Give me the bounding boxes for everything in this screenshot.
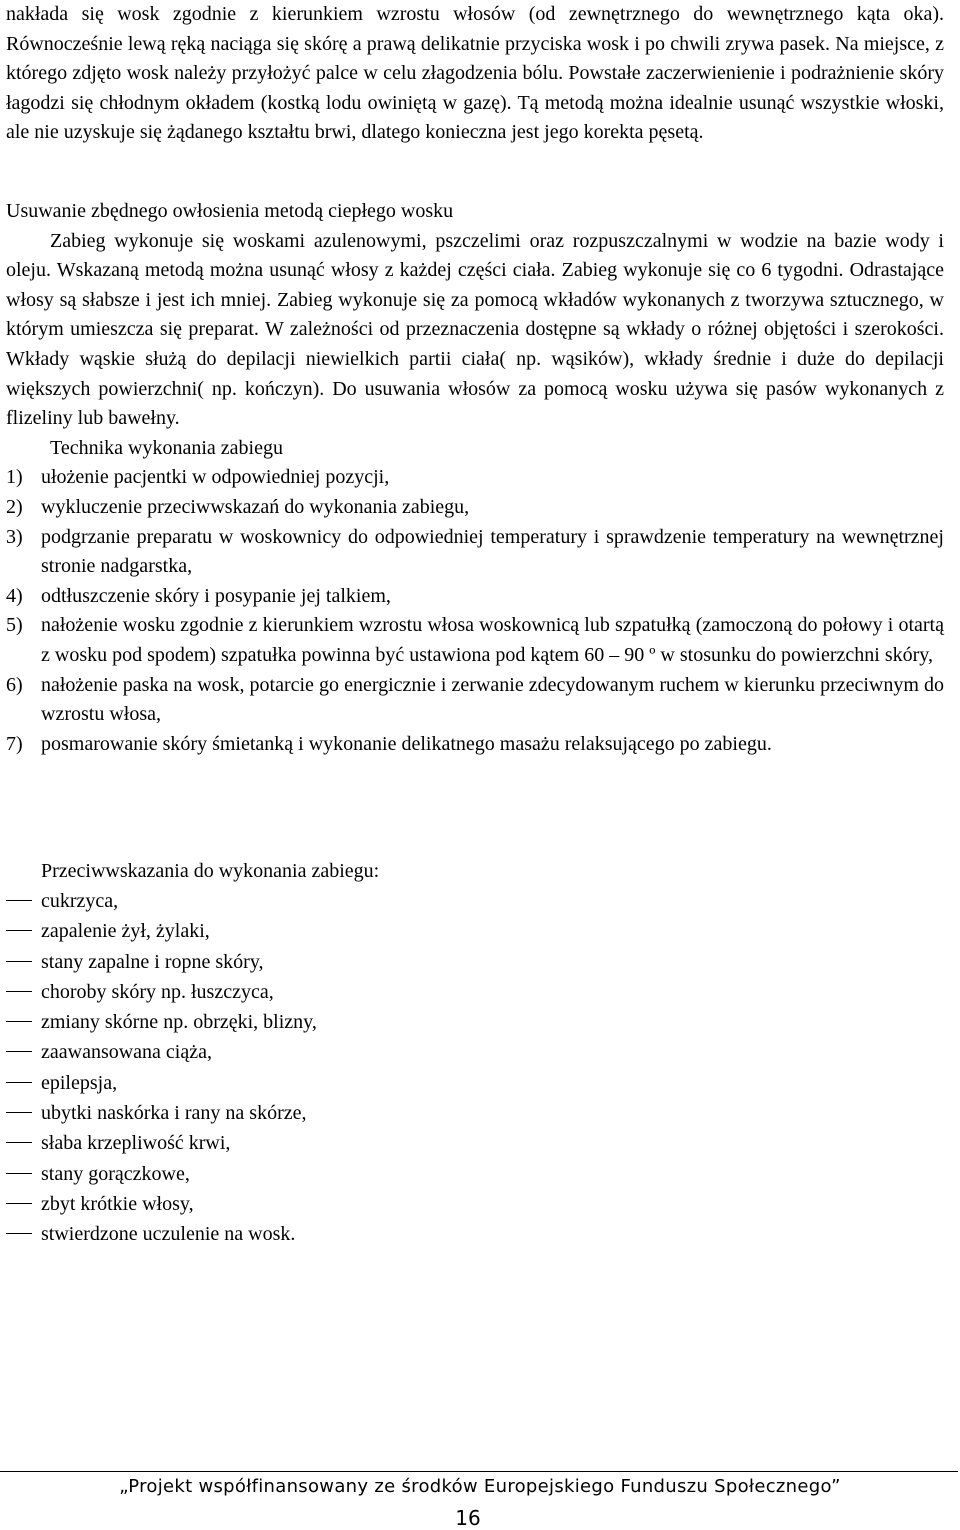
step-number: 5)	[6, 614, 23, 637]
dash-bullet-icon	[6, 1173, 32, 1174]
contraindication-item	[6, 886, 944, 916]
step-item	[6, 582, 944, 612]
step-number: 7)	[6, 732, 23, 755]
contraindication-item	[6, 947, 944, 977]
dash-bullet-icon	[6, 1233, 32, 1234]
step-text: podgrzanie preparatu w woskownicy do odpowiedniej temperatury i sprawdzenie temperatury na wewnętrznej stronie nadgarstka,	[41, 525, 944, 578]
intro-paragraph: nakłada się wosk zgodnie z kierunkiem wzrostu włosów (od zewnętrznego do wewnętrznego kąta oka). Równocześnie lewą ręką naciąga się skórę a prawą delikatnie przyciska wosk i po chwili zrywa pasek. Na miejsce, z którego zdjęto wosk należy przyłożyć palce w celu złagodzenia bólu. Powstałe zaczerwienienie i podrażnienie skóry łagodzi się chłodnym okładem (kostką lodu owiniętą w gazę). Tą metodą można idealnie usunąć wszystkie włoski, ale nie uzyskuje się żądanego kształtu brwi, dlatego konieczna jest jego korekta pęsetą.	[6, 3, 944, 144]
contraindication-item	[6, 1037, 944, 1067]
contraindication-text: zbyt krótkie włosy,	[41, 1192, 194, 1215]
contraindication-item	[6, 977, 944, 1007]
section-paragraph: Zabieg wykonuje się woskami azulenowymi, pszczelimi oraz rozpuszczalnymi w wodzie na bazie wody i oleju. Wskazaną metodą można usunąć włosy z każdej części ciała. Zabieg wykonuje się co 6 tygodni. Odrastające włosy są słabsze i jest ich mniej. Zabieg wykonuje się za pomocą wkładów wykonanych z tworzywa sztucznego, w którym umieszcza się preparat. W zależności od przeznaczenia dostępne są wkłady o różnej objętości i szerokości. Wkłady wąskie służą do depilacji niewielkich partii ciała( np. wąsików), wkłady średnie i duże do depilacji większych powierzchni( np. kończyn). Do usuwania włosów za pomocą wosku używa się pasów wykonanych z flizeliny lub bawełny.	[6, 229, 944, 430]
contraindication-item	[6, 916, 944, 946]
contraindications-section	[6, 886, 944, 1250]
step-text: odtłuszczenie skóry i posypanie jej talkiem,	[41, 584, 391, 607]
contraindication-text: choroby skóry np. łuszczyca,	[41, 980, 274, 1003]
intro-section	[6, 0, 944, 148]
step-item	[6, 611, 944, 670]
step-number: 4)	[6, 584, 23, 607]
step-item	[6, 493, 944, 523]
contraindications-list	[6, 886, 944, 1250]
step-text: nałożenie wosku zgodnie z kierunkiem wzrostu włosa woskownicą lub szpatułką (zamoczoną do połowy i otartą z wosku pod spodem) szpatułka powinna być ustawiona pod kątem 60 – 90 º w stosunku do powierzchni skóry,	[41, 614, 944, 666]
contraindications-heading: Przeciwwskazania do wykonania zabiegu:	[41, 860, 380, 882]
step-item	[6, 730, 944, 760]
contraindication-item	[6, 1219, 944, 1249]
step-number: 6)	[6, 673, 23, 696]
step-text: ułożenie pacjentki w odpowiedniej pozycji,	[41, 466, 390, 489]
step-text: posmarowanie skóry śmietanką i wykonanie delikatnego masażu relaksującego po zabiegu.	[41, 732, 772, 755]
contraindication-text: cukrzyca,	[41, 890, 119, 912]
contraindication-text: zaawansowana ciąża,	[41, 1041, 212, 1064]
contraindication-text: ubytki naskórka i rany na skórze,	[41, 1102, 307, 1125]
dash-bullet-icon	[6, 1021, 32, 1022]
dash-bullet-icon	[6, 1051, 32, 1052]
dash-bullet-icon	[6, 930, 32, 931]
contraindication-item	[6, 1068, 944, 1098]
contraindication-item	[6, 1098, 944, 1128]
dash-bullet-icon	[6, 1203, 32, 1204]
step-number: 3)	[6, 525, 23, 548]
dash-bullet-icon	[6, 1142, 32, 1143]
contraindication-item	[6, 1007, 944, 1037]
contraindication-text: stany gorączkowe,	[41, 1162, 190, 1185]
section-heading: Usuwanie zbędnego owłosienia metodą ciepłego wosku	[6, 200, 454, 222]
contraindication-text: epilepsja,	[41, 1071, 118, 1094]
dash-bullet-icon	[6, 991, 32, 992]
page-number: 16	[455, 1506, 481, 1530]
step-number: 2)	[6, 495, 23, 518]
technique-heading: Technika wykonania zabiegu	[50, 436, 283, 459]
warm-wax-section	[6, 197, 944, 759]
contraindication-text: stwierdzone uczulenie na wosk.	[41, 1223, 296, 1246]
step-item	[6, 523, 944, 582]
footer-divider	[0, 1471, 958, 1472]
contraindication-text: stany zapalne i ropne skóry,	[41, 950, 264, 973]
footer-text: „Projekt współfinansowany ze środków Europejskiego Funduszu Społecznego”	[119, 1476, 841, 1497]
step-item	[6, 671, 944, 730]
step-text: wykluczenie przeciwwskazań do wykonania zabiegu,	[41, 495, 470, 518]
contraindication-item	[6, 1128, 944, 1158]
step-item	[6, 463, 944, 493]
dash-bullet-icon	[6, 961, 32, 962]
dash-bullet-icon	[6, 1082, 32, 1083]
contraindication-text: zapalenie żył, żylaki,	[41, 920, 210, 943]
technique-steps-list	[6, 463, 944, 759]
dash-bullet-icon	[6, 1112, 32, 1113]
step-number: 1)	[6, 466, 23, 489]
contraindication-item	[6, 1159, 944, 1189]
step-text: nałożenie paska na wosk, potarcie go energicznie i zerwanie zdecydowanym ruchem w kierunku przeciwnym do wzrostu włosa,	[41, 673, 944, 726]
contraindication-text: słaba krzepliwość krwi,	[41, 1132, 231, 1155]
contraindication-text: zmiany skórne np. obrzęki, blizny,	[41, 1011, 317, 1034]
contraindication-item	[6, 1189, 944, 1219]
dash-bullet-icon	[6, 900, 32, 901]
